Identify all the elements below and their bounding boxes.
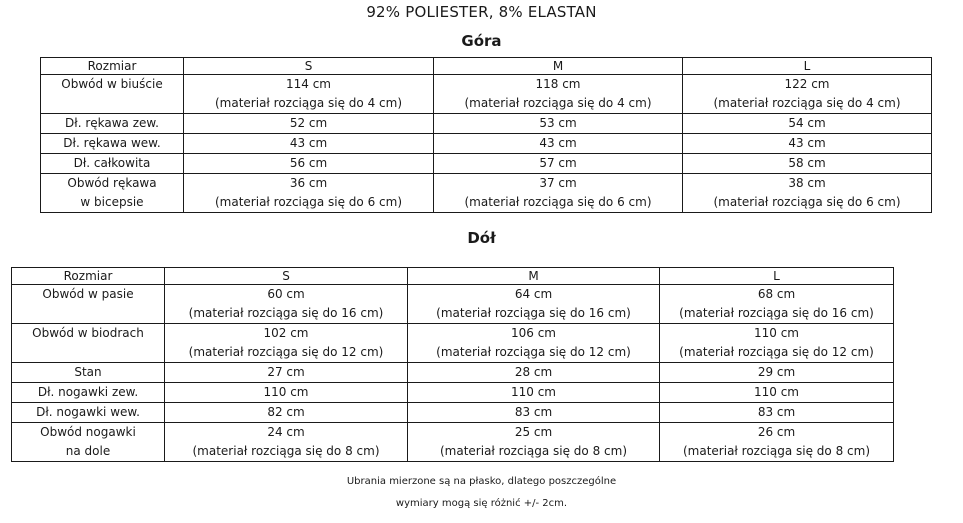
label-line: Obwód rękawa [67,176,157,190]
value-line: 68 cm [757,287,796,301]
size-header: Rozmiar [41,58,184,75]
value-line: (materiał rozciąga się do 8 cm) [682,444,870,458]
label-line: Stan [74,365,102,379]
value-line: 56 cm [289,156,328,170]
value-line: 64 cm [514,287,553,301]
value-line: 82 cm [267,405,305,419]
measurement-value [165,285,408,324]
value-line: (materiał rozciąga się do 12 cm) [679,345,874,359]
measurement-value [683,75,932,114]
measurement-label [41,174,184,213]
value-line: (materiał rozciąga się do 6 cm) [713,195,901,209]
value-line: 37 cm [539,176,577,190]
value-line: 122 cm [784,77,830,91]
measurement-value [660,423,894,462]
value-line: 58 cm [788,156,826,170]
size-column-header: L [660,268,894,285]
table-row [41,154,932,174]
header-row [41,58,932,75]
value-line: 83 cm [757,405,796,419]
value-line: 25 cm [514,425,553,439]
size-column-header: M [434,58,683,75]
note-line-1: Ubrania mierzone są na płasko, dlatego poszczególne [346,476,617,487]
table-row [41,134,932,154]
value-line: 110 cm [753,385,799,399]
bottom-size-table [11,267,894,462]
label-line: Obwód w biodrach [32,326,144,340]
value-line: 60 cm [267,287,305,301]
header-row [12,268,894,285]
measurement-value [434,114,683,134]
measurement-label [12,285,165,324]
label-line: Obwód nogawki [40,425,136,439]
note-line-2: wymiary mogą się różnić +/- 2cm. [395,498,568,509]
measurement-value [184,75,434,114]
value-line: 110 cm [753,326,799,340]
value-line: 52 cm [289,116,328,130]
value-line: 118 cm [535,77,581,91]
measurement-value [408,403,660,423]
value-line: (materiał rozciąga się do 16 cm) [679,306,874,320]
size-column-header: S [184,58,434,75]
measurement-value [165,423,408,462]
measurement-value [434,75,683,114]
value-line: (materiał rozciąga się do 6 cm) [464,195,652,209]
measurement-value [434,154,683,174]
value-line: 43 cm [788,136,826,150]
measurement-value [683,154,932,174]
size-column-header: L [683,58,932,75]
size-column-header: S [165,268,408,285]
measurement-value [683,174,932,213]
value-line: (materiał rozciąga się do 12 cm) [436,345,631,359]
measurement-value [184,114,434,134]
value-line: 53 cm [539,116,577,130]
measurement-label [41,75,184,114]
label-line: w bicepsie [80,195,144,209]
measurement-value [408,423,660,462]
measurement-label [12,324,165,363]
measurement-value [434,174,683,213]
value-line: 24 cm [267,425,305,439]
value-line: 102 cm [263,326,309,340]
label-line: Dł. całkowita [73,156,151,170]
label-line: Dł. rękawa wew. [63,136,161,150]
table-row [12,363,894,383]
measurement-value [683,134,932,154]
table-row [12,383,894,403]
value-line: (materiał rozciąga się do 12 cm) [188,345,384,359]
value-line: 28 cm [514,365,553,379]
value-line: 26 cm [757,425,796,439]
label-line: Dł. nogawki zew. [37,385,139,399]
measurement-value [660,383,894,403]
value-line: 43 cm [289,136,328,150]
value-line: 43 cm [539,136,577,150]
value-line: (materiał rozciąga się do 16 cm) [436,306,631,320]
measurement-value [408,363,660,383]
label-line: na dole [65,444,111,458]
value-line: 114 cm [285,77,331,91]
table-row [12,285,894,324]
label-line: Obwód w pasie [42,287,134,301]
value-line: 36 cm [289,176,328,190]
value-line: 27 cm [267,365,305,379]
value-line: (materiał rozciąga się do 8 cm) [192,444,380,458]
value-line: (materiał rozciąga się do 4 cm) [214,96,402,110]
table-row [41,75,932,114]
value-line: 29 cm [757,365,796,379]
label-line: Dł. nogawki wew. [36,405,140,419]
measurement-label [12,383,165,403]
measurement-value [165,403,408,423]
measurement-label [41,134,184,154]
measurement-value [184,134,434,154]
value-line: (materiał rozciąga się do 8 cm) [439,444,627,458]
value-line: (materiał rozciąga się do 4 cm) [464,96,652,110]
value-line: (materiał rozciąga się do 6 cm) [214,195,402,209]
measurement-value [660,324,894,363]
top-size-table [40,57,932,213]
measurement-label [12,403,165,423]
value-line: (materiał rozciąga się do 16 cm) [188,306,384,320]
measurement-value [408,285,660,324]
label-line: Dł. rękawa zew. [65,116,159,130]
label-line: Obwód w biuście [61,77,163,91]
measurement-value [434,134,683,154]
bottom-heading: Dół [467,229,496,247]
value-line: 83 cm [514,405,553,419]
table-row [41,174,932,213]
measurement-value [184,154,434,174]
value-line: 110 cm [263,385,309,399]
size-header: Rozmiar [12,268,165,285]
measurement-label [41,114,184,134]
measurement-value [165,324,408,363]
table-row [12,423,894,462]
document-title: 92% POLIESTER, 8% ELASTAN [366,3,597,21]
measurement-value [408,324,660,363]
measurement-label [41,154,184,174]
size-column-header: M [408,268,660,285]
measurement-value [683,114,932,134]
value-line: 110 cm [510,385,556,399]
measurement-value [660,285,894,324]
value-line: (materiał rozciąga się do 4 cm) [713,96,901,110]
table-row [12,403,894,423]
top-heading: Góra [461,32,502,50]
table-row [12,324,894,363]
measurement-value [660,403,894,423]
value-line: 106 cm [510,326,556,340]
measurement-value [165,383,408,403]
measurement-label [12,423,165,462]
table-row [41,114,932,134]
value-line: 57 cm [539,156,577,170]
measurement-value [408,383,660,403]
measurement-value [184,174,434,213]
value-line: 54 cm [788,116,826,130]
value-line: 38 cm [788,176,826,190]
measurement-value [165,363,408,383]
measurement-label [12,363,165,383]
measurement-value [660,363,894,383]
